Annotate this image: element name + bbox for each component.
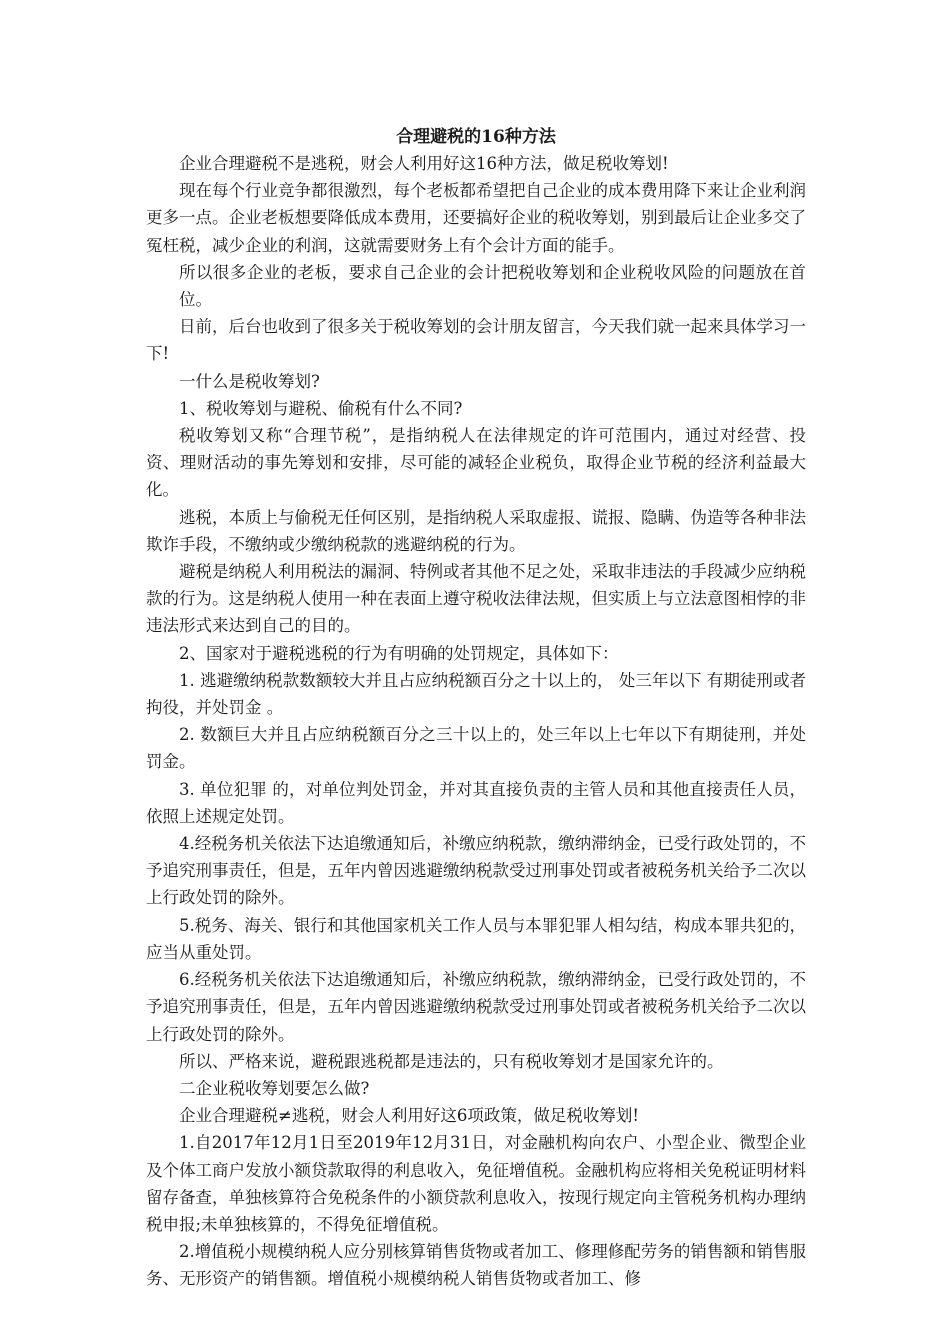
penalty-item-4: 4.经税务机关依法下达追缴通知后，补缴应纳税款，缴纳滞纳金，已受行政处罚的，不予追究刑事责任，但是，五年内曾因逃避缴纳税款受过刑事处罚或者被税务机关给予二次以上行政处罚的除外。: [146, 834, 806, 908]
subheading-difference: 1、税收筹划与避税、偷税有什么不同?: [179, 398, 463, 418]
penalty-item-3: 3. 单位犯罪 的，对单位判处罚金，并对其直接负责的主管人员和其他直接责任人员，依照上述规定处罚。: [146, 779, 806, 826]
paragraph-tax-avoidance-definition: 避税是纳税人利用税法的漏洞、特例或者其他不足之处，采取非违法的手段减少应纳税款的行为。这是纳税人使用一种在表面上遵守税收法律法规，但实质上与立法意图相悖的非违法形式来达到自己的目的。: [146, 562, 806, 636]
penalty-item-2: 2. 数额巨大并且占应纳税额百分之三十以上的，处三年以上七年以下有期徒刑，并处罚金。: [146, 725, 806, 772]
paragraph-intro: 企业合理避税不是逃税，财会人利用好这16种方法，做足税收筹划!: [179, 154, 669, 173]
section-heading-how-to-plan: 二企业税收筹划要怎么做?: [179, 1078, 370, 1098]
penalty-item-1: 1. 逃避缴纳税款数额较大并且占应纳税额百分之十以上的， 处三年以下 有期徒刑或者拘役，并处罚金 。: [146, 670, 806, 718]
policy-item-1: 1.自2017年12月1日至2019年12月31日，对金融机构向农户、小型企业、微型企业及个体工商户发放小额贷款取得的利息收入，免征增值税。金融机构应将相关免税证明材料留存备查，单独核算符合免税条件的小额贷款利息收入，按现行规定向主管税务机构办理纳税申报;未单独核算的，不得免征增值税。: [146, 1133, 806, 1234]
paragraph-tax-evasion-definition: 逃税，本质上与偷税无任何区别，是指纳税人采取虚报、谎报、隐瞒、伪造等各种非法欺诈手段，不缴纳或少缴纳税款的逃避纳税的行为。: [146, 507, 806, 554]
penalty-item-5: 5.税务、海关、银行和其他国家机关工作人员与本罪犯罪人相勾结，构成本罪共犯的，应当从重处罚。: [146, 915, 806, 962]
paragraph-competition: 现在每个行业竞争都很激烈，每个老板都希望把自己企业的成本费用降下来让企业利润更多一点。企业老板想要降低成本费用，还要搞好企业的税收筹划，别到最后让企业多交了冤枉税，减少企业的利润，这就需要财务上有个会计方面的能手。: [146, 181, 806, 255]
document-title: 合理避税的16种方法: [396, 127, 556, 147]
paragraph-six-policies: 企业合理避税≠逃税，财会人利用好这6项政策，做足税收筹划!: [179, 1106, 639, 1126]
document-page: [146, 124, 806, 1293]
paragraph-conclusion: 所以、严格来说，避税跟逃税都是违法的，只有税收筹划才是国家允许的。: [179, 1051, 724, 1071]
paragraph-priority: 所以很多企业的老板，要求自己企业的会计把税收筹划和企业税收风险的问题放在首位。: [179, 262, 806, 310]
policy-item-2: 2.增值税小规模纳税人应分别核算销售货物或者加工、修理修配劳务的销售额和销售服务、无形资产的销售额。增值税小规模纳税人销售货物或者加工、修: [146, 1242, 806, 1289]
section-heading-what-is-tax-planning: 一什么是税收筹划?: [179, 371, 320, 391]
subheading-penalties: 2、国家对于避税逃税的行为有明确的处罚规定，具体如下：: [179, 643, 619, 663]
paragraph-messages: 日前，后台也收到了很多关于税收筹划的会计朋友留言，今天我们就一起来具体学习一下!: [146, 317, 806, 364]
penalty-item-6: 6.经税务机关依法下达追缴通知后，补缴应纳税款，缴纳滞纳金，已受行政处罚的，不予追究刑事责任，但是，五年内曾因逃避缴纳税款受过刑事处罚或者被税务机关给予二次以上行政处罚的除外。: [146, 970, 806, 1044]
paragraph-tax-planning-definition: 税收筹划又称“合理节税”，是指纳税人在法律规定的许可范围内，通过对经营、投资、理财活动的事先筹划和安排，尽可能的减轻企业税负，取得企业节税的经济利益最大化。: [146, 426, 806, 500]
